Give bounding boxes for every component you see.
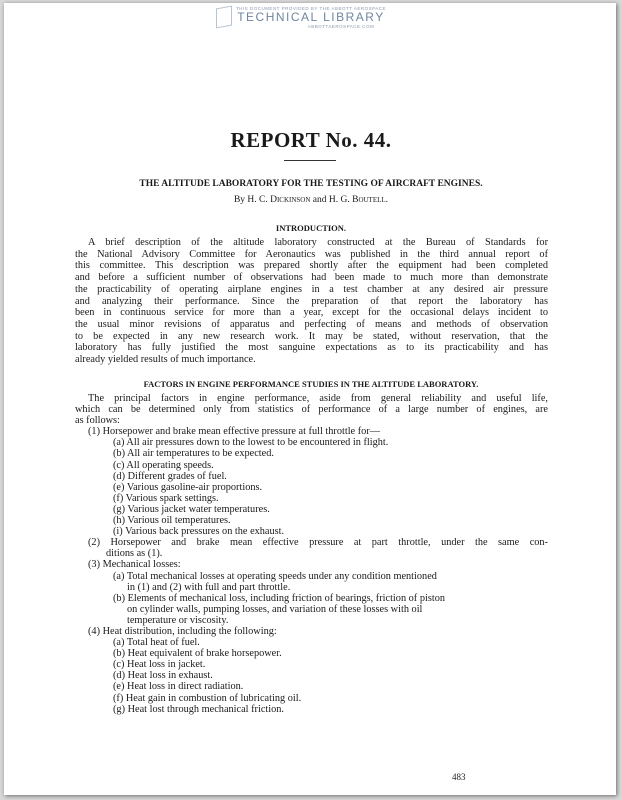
list-subitem: (a) Total heat of fuel. xyxy=(113,637,200,649)
list-subitem-cont: in (1) and (2) with full and part throttle. xyxy=(127,581,291,593)
list-subitem: (e) Various gasoline-air proportions. xyxy=(113,481,263,493)
text-line: the National Advisory Committee for Aeronautics was published in the third annual report of xyxy=(75,248,548,260)
authors xyxy=(0,195,622,205)
list-subitem: (f) Various spark settings. xyxy=(113,492,219,504)
list-subitem: (f) Heat gain in combustion of lubricating oil. xyxy=(113,692,302,704)
list-subitem: (d) Heat loss in exhaust. xyxy=(113,670,213,682)
text-line: which can be determined only from statistics of performance of a large number of engines, are xyxy=(75,404,548,416)
text-line: and analyzing their performance. Since the preparation of that report the laboratory has xyxy=(75,295,548,307)
list-subitem: (g) Heat lost through mechanical friction. xyxy=(113,703,284,715)
list-item-2-cont: ditions as (1). xyxy=(106,548,163,560)
watermark-line2: TECHNICAL LIBRARY xyxy=(237,10,385,24)
author-2: H. G. Boutell. xyxy=(328,195,389,205)
page-number: 483 xyxy=(452,772,466,782)
intro-paragraph xyxy=(75,237,548,366)
title-rule xyxy=(284,160,336,161)
text-line: The principal factors in engine performance, aside from general reliability and useful life, xyxy=(88,393,548,404)
text-line: to be expected in any new research work. It may be stated, without reservation, that the xyxy=(75,330,548,342)
factors-list xyxy=(75,393,548,715)
library-logo-icon xyxy=(216,6,232,29)
text-line: this committee. This description was prepared shortly after the equipment had been completed xyxy=(75,260,548,272)
report-title: REPORT No. 44. xyxy=(230,128,392,152)
text-line: the usual minor revisions of apparatus and perfecting of means and methods of observation xyxy=(75,318,548,330)
text-line: as follows: xyxy=(75,415,120,427)
list-subitem: (a) Total mechanical losses at operating speeds under any condition mentioned xyxy=(113,570,437,582)
list-subitem: (a) All air pressures down to the lowest to be encountered in flight. xyxy=(113,437,389,449)
text-line: A brief description of the altitude laboratory constructed at the Bureau of Standards for xyxy=(88,237,548,248)
list-subitem: (h) Various oil temperatures. xyxy=(113,515,231,527)
list-subitem: (c) All operating speeds. xyxy=(113,459,214,471)
watermark-url[interactable]: ABBOTTAEROSPACE.COM xyxy=(307,24,375,29)
list-item-2: (2) Horsepower and brake mean effective pressure at part throttle, under the same con- xyxy=(88,537,548,549)
list-item-3: (3) Mechanical losses: xyxy=(88,559,181,571)
text-line: and before a sufficient number of observations had been made to much more than demonstrate xyxy=(75,272,548,284)
and-text: and xyxy=(312,195,327,205)
list-subitem: (d) Different grades of fuel. xyxy=(113,470,227,482)
intro-heading: INTRODUCTION. xyxy=(275,223,347,233)
factors-heading: FACTORS IN ENGINE PERFORMANCE STUDIES IN THE ALTITUDE LABORATORY. xyxy=(143,379,479,389)
list-subitem: (c) Heat loss in jacket. xyxy=(113,659,206,671)
list-subitem: (b) All air temperatures to be expected. xyxy=(113,448,274,460)
text-line: laboratory has fully justified the most sanguine expectations as to its practicability and has xyxy=(75,342,548,354)
list-subitem-cont: temperature or viscosity. xyxy=(127,614,229,626)
by-text: By xyxy=(233,195,246,205)
list-item-4: (4) Heat distribution, including the following: xyxy=(88,625,277,637)
list-subitem: (e) Heat loss in direct radiation. xyxy=(113,681,244,693)
list-subitem: (g) Various jacket water temperatures. xyxy=(113,503,270,515)
text-line: the practicability of operating airplane engines in a test chamber at any desired air pressure xyxy=(75,283,548,295)
list-subitem-cont: on cylinder walls, pumping losses, and variation of these losses with oil xyxy=(127,603,423,615)
list-subitem: (b) Heat equivalent of brake horsepower. xyxy=(113,648,282,660)
author-1: H. C. Dickinson xyxy=(247,195,311,205)
watermark-line1: THIS DOCUMENT PROVIDED BY THE ABBOTT AEROSPACE xyxy=(235,6,387,11)
watermark-header xyxy=(0,0,622,29)
list-subitem: (i) Various back pressures on the exhaust. xyxy=(113,526,285,538)
report-subtitle: THE ALTITUDE LABORATORY FOR THE TESTING OF AIRCRAFT ENGINES. xyxy=(139,179,483,189)
text-line: been in continuous service for more than a year, except for the occasional delays incident to xyxy=(75,307,548,319)
list-subitem: (b) Elements of mechanical loss, including friction of bearings, friction of piston xyxy=(113,592,445,604)
list-item-1: (1) Horsepower and brake mean effective pressure at full throttle for— xyxy=(88,426,381,438)
text-line: already yielded results of much importance. xyxy=(75,354,256,366)
